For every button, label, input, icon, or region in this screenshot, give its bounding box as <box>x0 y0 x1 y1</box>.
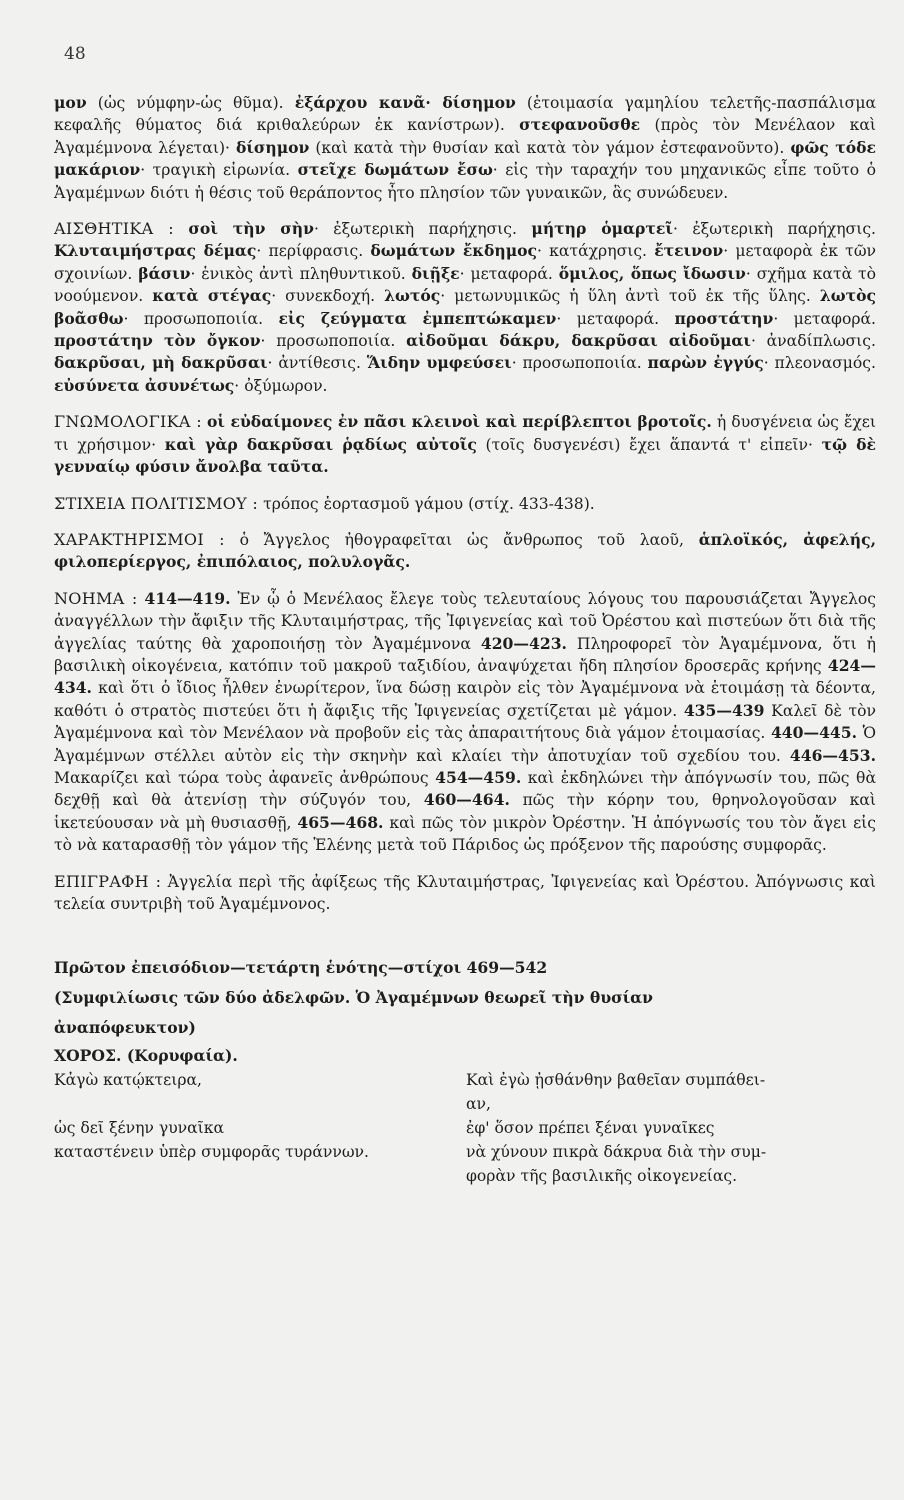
text-run: · ἑνικὸς ἀντὶ πληθυντικοῦ. <box>190 264 412 283</box>
text-run: · ἀντίθεσις. <box>267 354 367 373</box>
bold-term: 435—439 <box>683 700 765 720</box>
chorus-text-grid <box>54 1068 876 1188</box>
xaraktirismoi-paragraph <box>54 529 876 574</box>
translation-line: αν, <box>466 1094 491 1113</box>
text-run: ὁ Ἄγγελος ἠθογραφεῖται ὡς ἄνθρωπος τοῦ λαοῦ, <box>224 530 699 549</box>
section-subheading-line-2: ἀναπόφευκτον) <box>54 1018 196 1038</box>
text-run: · μεταφορά. <box>773 309 877 328</box>
bold-term: αἰδοῦμαι δάκρυ, δακρῦσαι αἰδοῦμαι <box>406 331 751 351</box>
noima-text <box>54 590 876 854</box>
bold-term: εἰς ζεύγματα ἐμπεπτώκαμεν <box>278 308 557 328</box>
text-run: (ἑτοιμασία γαμηλίου τελετῆς-πασπάλισμα κεφαλῆς θύματος διά κριθαλεύρων ἐκ κανίστρων). <box>54 94 876 135</box>
text-run: · μεταφορὰ ἐκ τῶν σχοινίων. <box>54 242 877 283</box>
stoixeia-text <box>258 495 595 513</box>
bold-term: λωτός <box>384 286 441 306</box>
bold-term: 446—453. <box>789 745 876 765</box>
text-run: καὶ ἐκδηλώνει τὴν ἀπόγνωσίν του, πῶς θὰ δεχθῇ καὶ θὰ ἀτενίσῃ τὴν σύζυγόν του, <box>54 768 876 810</box>
text-run: · μεταφορά. <box>556 309 675 328</box>
bold-term: κατὰ στέγας <box>152 286 272 306</box>
greek-line: ὡς δεῖ ξένην γυναῖκα <box>54 1118 225 1137</box>
text-run: · κατάχρησις. <box>537 242 655 261</box>
epigrafi-label: ΕΠΙΓΡΑΦΗ : <box>54 871 162 891</box>
stoixeia-paragraph <box>54 493 876 515</box>
text-run: (ὡς νύμφην-ὡς θῦμα). <box>86 94 295 112</box>
text-run <box>174 220 188 238</box>
text-run: Μακαρίζει καὶ τώρα τοὺς ἀφανεῖς ἀνθρώπους <box>54 768 436 787</box>
text-run: · ἐξωτερικὴ παρήχησις. <box>672 220 877 239</box>
text-run: · προσωποποιία. <box>123 309 279 328</box>
bold-term: 460—464. <box>423 790 510 810</box>
chorus-block <box>54 1045 876 1187</box>
bold-term: 454—459. <box>435 767 522 787</box>
bold-term: μήτηρ ὁμαρτεῖ <box>531 219 673 239</box>
section-heading: Πρῶτον ἐπεισόδιον—τετάρτη ἑνότης—στίχοι 469—542 <box>54 958 548 978</box>
translation-column <box>454 1068 876 1188</box>
text-run: τρόπος ἑορτασμοῦ γάμου (στίχ. 433-438). <box>258 494 595 513</box>
bold-term: οἱ εὐδαίμονες ἐν πᾶσι κλεινοὶ καὶ περίβλεπτοι βροτοῖς. <box>207 412 712 432</box>
text-run: · προσωποποιία. <box>260 332 407 351</box>
bold-term: προστάτην τὸν ὄγκον <box>54 331 261 351</box>
bold-term: δωμάτων ἔκδημος <box>370 241 538 261</box>
aisthetika-label: ΑΙΣΘΗΤΙΚΑ : <box>54 219 174 239</box>
continuation-paragraph <box>54 92 876 204</box>
bold-term: Κλυταιμήστρας δέμας <box>54 241 257 261</box>
text-run: Πληροφορεῖ τὸν Ἀγαμέμνονα, ὅτι ἡ βασιλικὴ οἰκογένεια, κατόπιν τοῦ μακροῦ ταξιδίου, ἀναψύχεται ἤδη πλησίον δροσερᾶς κρήνης <box>54 634 876 675</box>
chorus-speaker: ΧΟΡΟΣ. (Κορυφαία). <box>54 1046 238 1066</box>
epigrafi-paragraph <box>54 871 876 916</box>
bold-term: λωτὸς βοᾶσθω <box>54 286 876 328</box>
bold-term: διῇξε <box>411 263 460 283</box>
text-run: Ἀγγελία περὶ τῆς ἀφίξεως τῆς Κλυταιμήστρας, Ἰφιγενείας καὶ Ὀρέστου. Ἀπόγνωσις καὶ τελεία συντριβὴ τοῦ Ἀγαμέμνονος. <box>54 872 877 913</box>
text-run: · ὀξύμωρον. <box>234 376 328 395</box>
greek-original-column <box>54 1068 454 1188</box>
bold-term: βάσιν <box>138 263 191 283</box>
text-run: · προσωποποιία. <box>511 354 648 373</box>
bold-term: 465—468. <box>297 812 384 832</box>
bold-term: ἁπλοϊκός, ἀφελής, φιλοπερίεργος, ἐπιπόλαιος, πολυλογᾶς. <box>54 529 876 572</box>
text-run: · συνεκδοχή. <box>271 287 385 306</box>
bold-term: ἐξάρχου κανᾶ· δίσημον <box>294 93 516 112</box>
bold-term: ἔτεινον <box>654 241 724 261</box>
epigrafi-text <box>54 873 876 913</box>
text-run: · μεταφορά. <box>459 264 559 283</box>
text-run: · σχῆμα κατὰ τὸ νοούμενον. <box>54 264 877 306</box>
bold-term: φῶς τόδε μακάριον <box>54 137 876 180</box>
text-run: καὶ ὅτι ὁ ἴδιος ἦλθεν ἐνωρίτερον, ἵνα δώσῃ καιρὸν εἰς τὸν Ἀγαμέμνονα νὰ ἑτοιμάσῃ τὰ δέοντα, καθότι ὁ στρατὸς πιστεύει ὅτι ἡ ἄφιξις τῆς Ἰφιγενείας σχετίζεται μὲ γάμον. <box>54 679 876 720</box>
aisthetika-text <box>54 220 876 395</box>
gnomologika-paragraph <box>54 411 876 478</box>
bold-term: σοὶ τὴν σὴν <box>188 219 314 239</box>
bold-term: ὅμιλος, ὅπως ἴδωσιν <box>558 263 746 283</box>
bold-term: 424—434. <box>54 655 876 698</box>
bold-term: δίσημον <box>235 137 310 157</box>
bold-term: προστάτην <box>674 308 774 328</box>
page-body <box>54 92 876 1188</box>
xaraktirismoi-label: ΧΑΡΑΚΤΗΡΙΣΜΟΙ : <box>54 529 225 549</box>
text-run: ἡ δυσγένεια ὡς ἔχει τι χρήσιμον· <box>54 413 876 454</box>
text-run: · τραγικὴ εἰρωνία. <box>140 161 298 180</box>
translation-line: φορὰν τῆς βασιλικῆς οἰκογενείας. <box>466 1166 738 1185</box>
text-run: Καλεῖ δὲ τὸν Ἀγαμέμνονα καὶ τὸν Μενέλαον νὰ προβοῦν εἰς τὰς ἀπαραιτήτους διὰ γάμον ἑτοιμασίας. <box>54 701 876 743</box>
text-run: (καὶ κατὰ τὴν θυσίαν καὶ κατὰ τὸν γάμον ἐστεφανοῦντο). <box>309 138 791 157</box>
noima-label: ΝΟΗΜΑ : <box>54 588 138 608</box>
text-run: · πλεονασμός. <box>763 354 876 373</box>
bold-term: δακρῦσαι, μὴ δακρῦσαι <box>54 353 268 373</box>
bold-term: τῷ δὲ γενναίῳ φύσιν ἄνολβα ταῦτα. <box>54 434 876 477</box>
text-run: (τοῖς δυσγενέσι) ἔχει ἅπαντά τ' εἰπεῖν· <box>476 435 822 454</box>
bold-term: 420—423. <box>480 633 567 653</box>
bold-term: στεῖχε δωμάτων ἔσω <box>297 160 493 180</box>
bold-term: εὐσύνετα ἀσυνέτως <box>54 375 235 395</box>
bold-term: 414—419. <box>144 588 231 608</box>
bold-term: μον <box>54 93 87 112</box>
gnomologika-label: ΓΝΩΜΟΛΟΓΙΚΑ : <box>54 412 202 432</box>
text-run: · ἐξωτερικὴ παρήχησις. <box>313 220 532 239</box>
text-run: · εἰς τὴν ταραχήν του μηχανικῶς εἶπε τοῦτο ὁ Ἀγαμέμνων διότι ἡ θέσις τοῦ θεράποντος ἦτο πλησίον τῶν γυναικῶν, ἃς συνώδευεν. <box>54 161 876 202</box>
translation-line: Καὶ ἐγὼ ᾐσθάνθην βαθεῖαν συμπάθει- <box>466 1070 766 1089</box>
text-run: Ἐν ᾧ ὁ Μενέλαος ἔλεγε τοὺς τελευταίους λόγους του παρουσιάζεται Ἄγγελος ἀναγγέλλων τὴν ἄφιξιν τῆς Κλυταιμήστρας, τῆς Ἰφιγενείας καὶ τοῦ Ὀρέστου καὶ πιστεύων ὅτι διὰ τῆς ἀγγελίας ταύτης θὰ χαροποιήσῃ τὸν Ἀγαμέμνονα <box>54 589 876 653</box>
text-run: · περίφρασις. <box>256 242 371 261</box>
greek-line: Κἀγὼ κατῴκτειρα, <box>54 1070 203 1089</box>
aisthetika-paragraph <box>54 218 876 397</box>
bold-term: Ἅιδην υμφεύσει <box>366 353 512 373</box>
text-run: · μετωνυμικῶς ἡ ὕλη ἀντὶ τοῦ ἐκ τῆς ὕλης. <box>440 287 820 306</box>
text-run: · ἀναδίπλωσις. <box>750 332 876 351</box>
section-subheading-line-1: (Συμφιλίωσις τῶν δύο ἀδελφῶν. Ὁ Ἀγαμέμνων θεωρεῖ τὴν θυσίαν <box>54 988 654 1008</box>
text-run: πῶς τὴν κόρην του, θρηνολογοῦσαν καὶ ἱκετεύουσαν νὰ μὴ θυσιασθῇ, <box>54 791 876 832</box>
greek-line-blank <box>54 1092 454 1116</box>
text-run: Ὁ Ἀγαμέμνων στέλλει αὐτὸν εἰς τὴν σκηνὴν καὶ κλαίει τὴν ἀποτυχίαν τοῦ σχεδίου του. <box>54 724 877 765</box>
bold-term: 440—445. <box>770 723 858 743</box>
text-run: (πρὸς τὸν Μενέλαον καὶ Ἀγαμέμνονα λέγεται)· <box>54 116 876 157</box>
page-number: 48 <box>64 44 86 64</box>
bold-term: στεφανοῦσθε <box>519 115 641 135</box>
translation-line: ἐφ' ὅσον πρέπει ξέναι γυναῖκες <box>466 1118 715 1137</box>
text-run: καὶ πῶς τὸν μικρὸν Ὀρέστην. Ἡ ἀπόγνωσίς του τὸν ἄγει εἰς τὸ νὰ καταρασθῇ τὸν γάμον τῆς Ἑλένης μετὰ τοῦ Πάριδος ὡς πρόξενον τῆς παρούσης συμφορᾶς. <box>54 813 876 855</box>
noima-paragraph <box>54 588 876 857</box>
bold-term: παρὼν ἐγγύς <box>647 353 764 373</box>
bold-term: καὶ γὰρ δακρῦσαι ῥᾳδίως αὐτοῖς <box>164 434 477 454</box>
stoixeia-label: ΣΤΙΧΕΙΑ ΠΟΛΙΤΙΣΜΟΥ : <box>54 493 259 513</box>
greek-line: καταστένειν ὑπὲρ συμφορᾶς τυράννων. <box>54 1142 369 1161</box>
translation-line: νὰ χύνουν πικρὰ δάκρυα διὰ τὴν συμ- <box>466 1142 767 1161</box>
